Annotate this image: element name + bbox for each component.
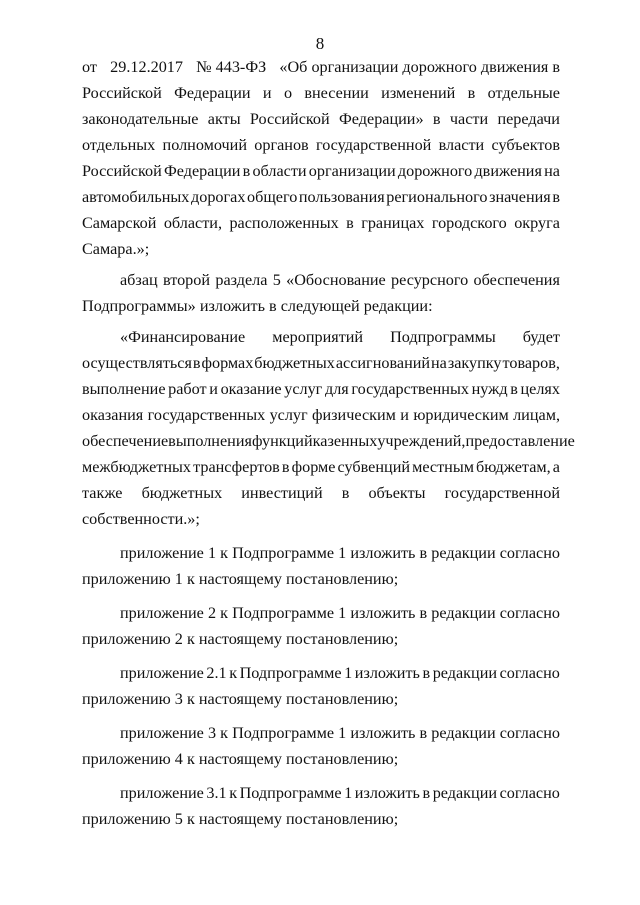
word: 1 [344, 784, 353, 802]
paragraph [82, 660, 560, 712]
word: приложение [120, 544, 204, 562]
word: на [431, 354, 447, 372]
word: общего [247, 188, 298, 206]
text-line [82, 720, 560, 746]
text-line [82, 428, 575, 454]
word: Российской [82, 162, 162, 180]
paragraph-spacer [82, 712, 560, 720]
word: редакции [431, 604, 496, 622]
word: в [422, 784, 431, 802]
text-line [82, 626, 560, 652]
word: обеспечения [473, 271, 560, 289]
word: объекты [368, 484, 426, 502]
word: абзац [120, 271, 158, 289]
word: местным [412, 458, 474, 476]
text-line [82, 324, 560, 350]
word: к [229, 664, 238, 682]
word: автомобильных [82, 188, 190, 206]
word: передачи [497, 110, 560, 128]
text-line [82, 780, 560, 806]
word: бюджетам, [476, 458, 551, 476]
word: внесении [304, 84, 369, 102]
word: 1 [344, 664, 353, 682]
word: 3 [207, 724, 217, 742]
text-line [82, 267, 560, 293]
text-line [82, 132, 560, 158]
word: редакции [431, 724, 496, 742]
word: и [262, 84, 272, 102]
word: приложение [120, 664, 204, 682]
word: отдельных [82, 136, 156, 154]
text-line [82, 540, 560, 566]
word: государственных [147, 406, 266, 424]
word: редакции: [363, 297, 433, 315]
text-line [82, 600, 560, 626]
word: в [419, 724, 428, 742]
word: государственной [444, 484, 560, 502]
word: изложить [350, 724, 416, 742]
word: следующей [280, 297, 360, 315]
word: Самарской [82, 214, 157, 232]
word: к [220, 604, 228, 622]
word: «Обоснование [286, 271, 386, 289]
word: субвенций [337, 458, 411, 476]
word: расположенных [229, 214, 339, 232]
word: Федерации [163, 162, 241, 180]
word: 2 [207, 604, 217, 622]
text-line [82, 480, 560, 506]
text-line [82, 746, 560, 772]
paragraph-spacer [82, 592, 560, 600]
paragraph [82, 720, 560, 772]
word: будет [522, 328, 560, 346]
word: Подпрограммы [390, 328, 496, 346]
word: к [220, 544, 228, 562]
word: закупку [447, 354, 502, 372]
word: области [252, 162, 307, 180]
text-line [82, 454, 560, 480]
word: округа [514, 214, 560, 232]
text-line [82, 566, 560, 592]
word: дорогах [190, 188, 246, 206]
word: Подпрограмме [232, 544, 335, 562]
word: второй [162, 271, 211, 289]
word: значения [489, 188, 551, 206]
text-line [82, 376, 560, 402]
word: редакции [432, 784, 498, 802]
word: ассигнований [335, 354, 431, 372]
word: согласно [499, 544, 560, 562]
word: работ [168, 380, 207, 398]
word: услуг [284, 380, 323, 398]
text-line [82, 350, 560, 376]
word: власти [438, 136, 485, 154]
document-body [82, 54, 575, 832]
word: Российской [82, 84, 162, 102]
word: в [269, 297, 277, 315]
word: Подпрограмме [232, 604, 335, 622]
word: в [346, 214, 354, 232]
word: изложить [354, 784, 420, 802]
word: редакции [431, 544, 496, 562]
word: собственности.»; [82, 510, 200, 528]
word: межбюджетных [82, 458, 192, 476]
word: к [220, 724, 228, 742]
word: акты [207, 110, 241, 128]
word: 29.12.2017 [110, 58, 183, 76]
word: № 443-ФЗ [196, 58, 267, 76]
word: к [229, 784, 238, 802]
word: бюджетных [254, 354, 335, 372]
word: 5 [272, 271, 281, 289]
word: полномочий [162, 136, 247, 154]
word: согласно [499, 724, 560, 742]
word: в [419, 544, 428, 562]
word: границах [361, 214, 425, 232]
word: согласно [499, 784, 560, 802]
word: товаров, [502, 354, 560, 372]
word: раздела [215, 271, 268, 289]
word: пользования [298, 188, 385, 206]
word: согласно [499, 604, 560, 622]
word: Подпрограммы» [82, 297, 196, 315]
word: целях [520, 380, 560, 398]
word: учреждений, [377, 432, 466, 450]
word: приложение [120, 604, 204, 622]
word: лицам, [513, 406, 560, 424]
word: в [510, 380, 518, 398]
word: приложению 3 к настоящему постановлению; [82, 690, 399, 708]
word: дорожного [397, 162, 473, 180]
word: 1 [338, 544, 347, 562]
word: в [192, 354, 201, 372]
word: «Финансирование [120, 328, 246, 346]
word: в [281, 458, 290, 476]
paragraph-spacer [82, 772, 560, 780]
text-line [82, 158, 560, 184]
text-line [82, 236, 560, 262]
word: юридическим [413, 406, 509, 424]
word: для [324, 380, 349, 398]
text-line [82, 293, 560, 319]
word: выполнения [168, 432, 252, 450]
text-line [82, 506, 560, 532]
text-line [82, 106, 560, 132]
word: мероприятий [272, 328, 364, 346]
word: трансфертов [193, 458, 280, 476]
word: «Об организации дорожного движения в [279, 58, 560, 76]
word: и [400, 406, 409, 424]
word: физическим [312, 406, 396, 424]
word: формах [201, 354, 254, 372]
word: области, [163, 214, 222, 232]
paragraph [82, 600, 560, 652]
text-line [82, 686, 560, 712]
paragraph [82, 324, 575, 532]
word: от [82, 58, 97, 76]
word: в [467, 84, 476, 102]
text-line [82, 806, 560, 832]
word: форме [291, 458, 336, 476]
text-line [82, 80, 560, 106]
word: в [422, 664, 431, 682]
word: движения [474, 162, 542, 180]
word: изменений [381, 84, 456, 102]
word: 1 [338, 724, 347, 742]
word: изложить [199, 297, 265, 315]
paragraph-spacer [82, 532, 560, 540]
word: приложению 2 к настоящему постановлению; [82, 630, 399, 648]
word: обеспечение [82, 432, 169, 450]
paragraph [82, 780, 560, 832]
word: выполнение [82, 380, 166, 398]
word: предоставление [465, 432, 575, 450]
word: согласно [499, 664, 560, 682]
word: на [544, 162, 560, 180]
word: городского [431, 214, 507, 232]
word: органов [254, 136, 309, 154]
word: 1 [338, 604, 347, 622]
word: инвестиций [241, 484, 323, 502]
word: отдельные [487, 84, 560, 102]
word: о [283, 84, 293, 102]
paragraph-spacer [82, 652, 560, 660]
word: в [432, 110, 441, 128]
word: 3.1 [206, 784, 227, 802]
word: Подпрограмме [232, 724, 335, 742]
word: части [449, 110, 489, 128]
word: изложить [354, 664, 420, 682]
text-line [82, 660, 560, 686]
word: приложению 1 к настоящему постановлению; [82, 570, 399, 588]
word: услуг [269, 406, 308, 424]
text-line [82, 402, 560, 428]
word: государственной [315, 136, 432, 154]
word: бюджетных [141, 484, 223, 502]
paragraph [82, 54, 560, 262]
word: в [341, 484, 350, 502]
text-line [82, 54, 560, 80]
word: 1 [207, 544, 217, 562]
word: казенных [312, 432, 378, 450]
word: а [552, 458, 560, 476]
word: субъектов [491, 136, 560, 154]
word: нужд [471, 380, 508, 398]
word: оказание [220, 380, 282, 398]
word: Федерации [174, 84, 251, 102]
word: в [242, 162, 251, 180]
word: 2.1 [206, 664, 227, 682]
word: Самара.»; [82, 240, 150, 258]
word: функций [251, 432, 313, 450]
word: приложение [120, 784, 204, 802]
word: в [419, 604, 428, 622]
word: приложение [120, 724, 204, 742]
word: Российской [249, 110, 330, 128]
word: приложению 5 к настоящему постановлению; [82, 810, 399, 828]
word: и [209, 380, 218, 398]
word: государственных [351, 380, 469, 398]
word: Подпрограмме [239, 784, 342, 802]
word: организации [308, 162, 396, 180]
paragraph [82, 540, 560, 592]
word: в [552, 188, 560, 206]
word: редакции [432, 664, 498, 682]
word: оказания [82, 406, 144, 424]
paragraph [82, 267, 560, 319]
word: также [82, 484, 123, 502]
word: изложить [350, 604, 416, 622]
word: законодательные [82, 110, 199, 128]
word: изложить [350, 544, 416, 562]
word: Федерации» [339, 110, 424, 128]
word: регионального [386, 188, 488, 206]
word: Подпрограмме [239, 664, 342, 682]
word: приложению 4 к настоящему постановлению; [82, 750, 399, 768]
text-line [82, 184, 560, 210]
word: ресурсного [391, 271, 469, 289]
page-number: 8 [315, 34, 325, 53]
word: осуществляться [82, 354, 192, 372]
text-line [82, 210, 560, 236]
